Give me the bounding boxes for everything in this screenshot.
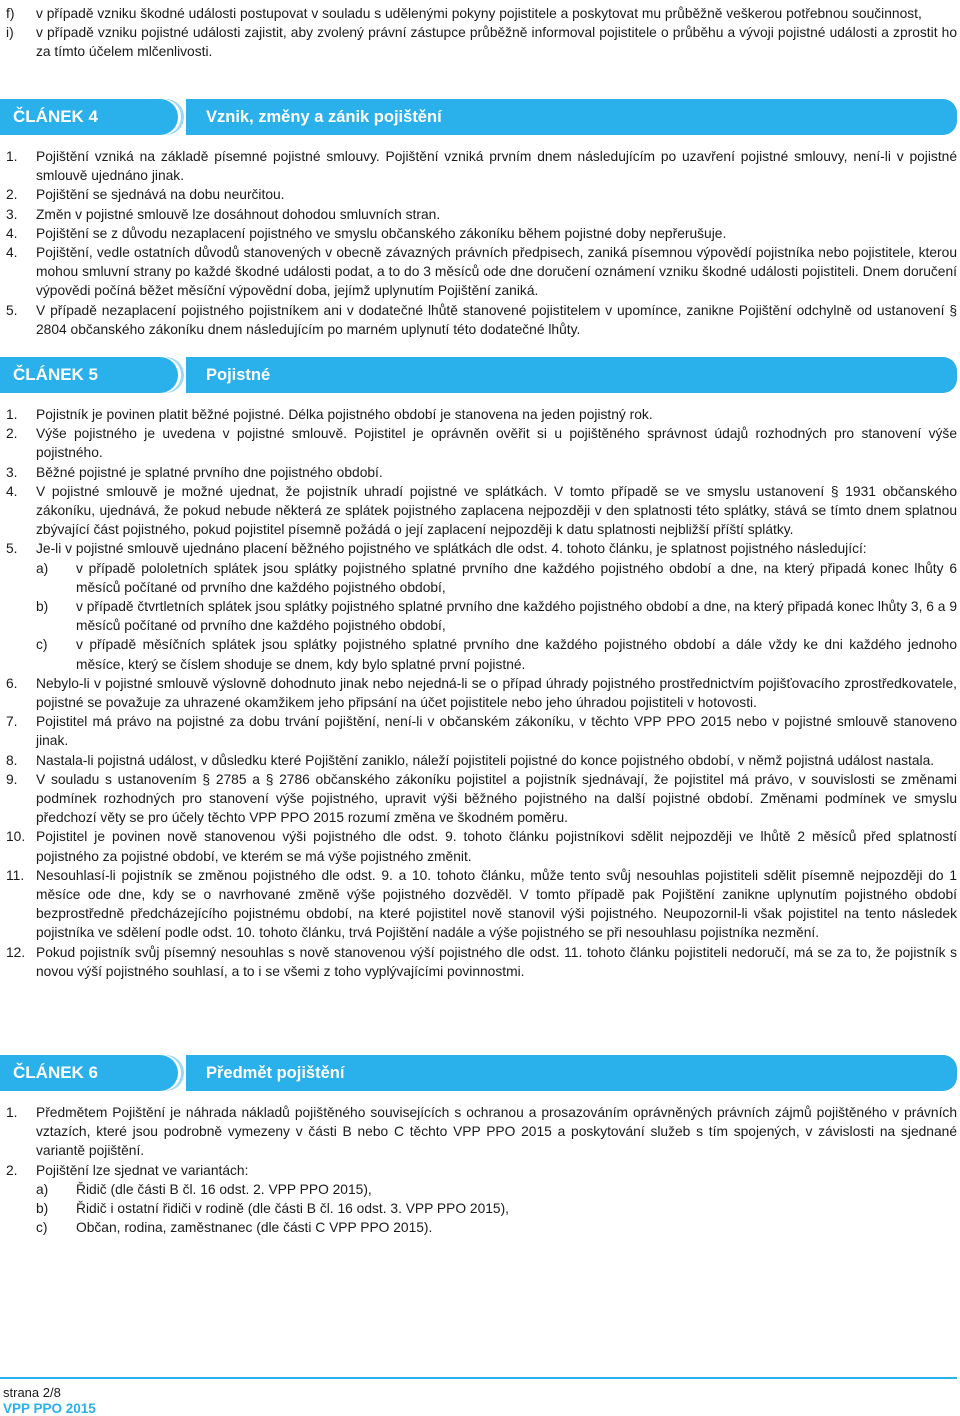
list-item	[3, 463, 957, 482]
list-item	[3, 205, 957, 224]
list-marker: 5.	[6, 541, 18, 557]
list-item-text: V případě nezaplacení pojistného pojistníkem ani v dodatečné lhůtě stanovené pojistitelem v upomínce, zanikne Pojištění odchylně od ustanovení § 2804 občanského zákoníku dnem následujícím po marném uplynutí této dodatečné lhůty.	[36, 302, 957, 337]
page-number: strana 2/8	[3, 1385, 61, 1400]
list-marker: b)	[36, 599, 49, 615]
list-marker: 9.	[6, 771, 18, 787]
article-6-number: ČLÁNEK 6	[13, 1063, 99, 1082]
list-item	[3, 482, 957, 540]
list-marker: 3.	[6, 206, 18, 222]
list-marker: 12.	[6, 944, 26, 960]
top-list	[3, 4, 957, 62]
list-item	[3, 827, 957, 865]
list-marker: 4.	[6, 483, 18, 499]
list-item-text: V souladu s ustanovením § 2785 a § 2786 občanského zákoníku pojistitel a pojistník sjednávají, že pojistitel má právo, v souvislosti se změnami podmínek rozhodných pro stanovení výše pojistného, upravit výši běžného pojistného na další pojistné období. Změnami podmínek ve smyslu předchozí věty se pro účely těchto VPP PPO 2015 rozumí změna ve škodném poměru.	[36, 771, 957, 826]
list-item-text: v případě vzniku pojistné události zajistit, aby zvolený právní zástupce průběžně informoval pojistitele o průběhu a vývoji pojistné události a zprostit ho za tímto účelem mlčenlivosti.	[36, 25, 957, 60]
list-item	[3, 224, 957, 243]
list-item-text: Předmětem Pojištění je náhrada nákladů pojištěného souvisejících s ochranou a prosazováním oprávněných právních zájmů pojištěného v právních vztazích, které jsou podrobně vymezeny v části B nebo C těchto VPP PPO 2015 a poskytování služeb s tím spojených, v závislosti na sjednané variantě pojištění.	[36, 1105, 957, 1159]
sub-list-item	[3, 597, 957, 635]
article-4-header	[0, 99, 957, 135]
list-item	[3, 712, 957, 750]
list-item	[3, 23, 957, 61]
list-item-text: Pojistitel má právo na pojistné za dobu trvání pojištění, není-li v občanském zákoníku, v těchto VPP PPO 2015 nebo v pojistné smlouvě stanoveno jinak.	[36, 714, 957, 749]
list-item-text: V pojistné smlouvě je možné ujednat, že pojistník uhradí pojistné ve splátkách. V tomto případě se ve smyslu ustanovení § 1931 občanského zákoníku, ujednává, že pokud nebude některá ze splátek pojistného zaplacena nejpozději v den splatnosti této splátky, stává se tímto dnem splatnou zbývající část pojistného, pokud pojistitel písemně požádá o její zaplacení nejpozději k datu splatnosti nejbližší příští splátky.	[36, 483, 957, 538]
article-4-number: ČLÁNEK 4	[13, 107, 99, 126]
footer-rule	[0, 1377, 957, 1379]
list-marker: c)	[36, 1220, 48, 1236]
list-marker: 2.	[6, 187, 18, 203]
list-item	[3, 866, 957, 943]
list-marker: 11.	[6, 867, 25, 883]
list-marker: 1.	[6, 149, 18, 164]
list-item-text: Výše pojistného je uvedena v pojistné smlouvě. Pojistitel je oprávněn ověřit si u pojištěného správnost údajů rozhodných pro stanovení výše pojistného.	[36, 426, 957, 461]
list-marker: 10.	[6, 829, 26, 845]
list-item-text: Pojištění se sjednává na dobu neurčitou.	[36, 187, 285, 203]
sub-list-item	[3, 1218, 957, 1237]
list-item-text: Změn v pojistné smlouvě lze dosáhnout dohodou smluvních stran.	[36, 206, 441, 222]
list-item	[3, 770, 957, 828]
list-item	[3, 405, 957, 424]
list-marker: i)	[6, 25, 14, 41]
article-4-list	[3, 147, 957, 339]
list-item-text: v případě pololetních splátek jsou splátky pojistného splatné prvního dne každého pojistného období a dne, na který připadá konec lhůty 6 měsíců počítané od prvního dne každého pojistného období,	[76, 560, 957, 595]
list-item-text: v případě měsíčních splátek jsou splátky pojistného splatné prvního dne každého pojistného období a dále vždy ke dni každého jednoho měsíce, který se číslem shoduje se dnem, kdy bylo splatné první pojistné.	[76, 637, 957, 672]
sub-list-item	[3, 1199, 957, 1218]
list-item-text: v případě čtvrtletních splátek jsou splátky pojistného splatné prvního dne každého pojistného období a dne, na který připadá konec lhůty 3, 6 a 9 měsíců počítané od prvního dne každého pojistného období,	[76, 599, 957, 634]
list-item-text: Pokud pojistník svůj písemný nesouhlas s nově stanovenou výší pojistného dle odst. 11. tohoto článku pojistiteli nedoručí, má se za to, že pojistník s novou výší pojistného souhlasí, a to i se všemi z toho vyplývajícími povinnostmi.	[36, 944, 957, 979]
document-code: VPP PPO 2015	[3, 1401, 96, 1416]
article-4-title: Vznik, změny a zánik pojištění	[206, 108, 442, 126]
list-marker: 8.	[6, 752, 18, 768]
list-item-text: Pojištění, vedle ostatních důvodů stanovených v obecně závazných právních předpisech, zaniká písemnou výpovědí pojistníka nebo pojistitele, kterou mohou smluvní strany po každé škodné události podat, a to do 3 měsíců ode dne doručení oznámení vzniku škodné události pojistiteli. Dnem doručení výpovědi počíná běžet měsíční výpovědní doba, jejímž uplynutím Pojištění zaniká.	[36, 245, 957, 299]
list-item	[3, 185, 957, 204]
list-item-text: Pojištění lze sjednat ve variantách:	[36, 1162, 249, 1178]
list-item	[3, 539, 957, 558]
list-marker: 4.	[6, 225, 18, 241]
article-6-header	[0, 1055, 957, 1091]
list-item-text: v případě vzniku škodné události postupovat v souladu s udělenými pokyny pojistitele a poskytovat mu průběžně veškerou potřebnou součinnost,	[36, 6, 922, 21]
list-marker: 2.	[6, 1162, 18, 1178]
list-item-text: Pojištění se z důvodu nezaplacení pojistného ve smyslu občanského zákoníku během pojistné doby nepřerušuje.	[36, 225, 727, 241]
article-5-header	[0, 357, 957, 393]
list-marker: a)	[36, 1181, 49, 1197]
article-5-number: ČLÁNEK 5	[13, 365, 99, 384]
list-item-text: Je-li v pojistné smlouvě ujednáno placení běžného pojistného ve splátkách dle odst. 4. tohoto článku, je splatnost pojistného následující:	[36, 541, 867, 557]
list-item	[3, 147, 957, 185]
list-item-text: Občan, rodina, zaměstnanec (dle části C VPP PPO 2015).	[76, 1220, 433, 1236]
list-marker: 2.	[6, 426, 18, 442]
article-6-title: Předmět pojištění	[206, 1064, 345, 1082]
list-marker: 7.	[6, 714, 18, 730]
list-marker: f)	[6, 6, 15, 21]
article-5-list	[3, 405, 957, 981]
list-item	[3, 301, 957, 339]
sub-list-item	[3, 635, 957, 673]
list-item	[3, 674, 957, 712]
list-item-text: Nebylo-li v pojistné smlouvě výslovně dohodnuto jinak nebo nejedná-li se o případ úhrady pojistného prostřednictvím pojišťovacího zprostředkovatele, pojistné se považuje za uhrazené okamžikem jeho připsání na účet pojistitele nebo jeho úhradou pojistiteli v hotovosti.	[36, 675, 957, 711]
list-item-text: Nesouhlasí-li pojistník se změnou pojistného dle odst. 9. a 10. tohoto článku, může tento svůj nesouhlas pojistiteli sdělit písemně nejpozději do 1 měsíce ode dne, kdy se o navrhované změně výše pojistného dozvěděl. V tomto případě pak Pojištění zanikne uplynutím pojistného období bezprostředně předcházejícího pojistnému období, na které pojistitel nově stanovil výši pojistného. Neupozornil-li však pojistitel na tento následek pojistníka ve sdělení podle odst. 10. tohoto článku, trvá Pojištění nadále a výše pojistného se při nesouhlasu pojistníka nezmění.	[36, 867, 957, 941]
list-item	[3, 4, 957, 23]
list-marker: c)	[36, 637, 48, 653]
list-item-text: Pojistník je povinen platit běžné pojistné. Délka pojistného období je stanovena na jeden pojistný rok.	[36, 407, 653, 422]
sub-list-item	[3, 559, 957, 597]
list-marker: 1.	[6, 1105, 18, 1120]
list-marker: 1.	[6, 407, 18, 422]
list-item	[3, 1161, 957, 1180]
list-marker: b)	[36, 1201, 49, 1217]
article-6-list	[3, 1103, 957, 1237]
list-item	[3, 1103, 957, 1161]
list-item-text: Běžné pojistné je splatné prvního dne pojistného období.	[36, 464, 383, 480]
sub-list-item	[3, 1180, 957, 1199]
list-item-text: Řidič i ostatní řidiči v rodině (dle části B čl. 16 odst. 3. VPP PPO 2015),	[76, 1201, 510, 1217]
list-marker: 4.	[6, 245, 18, 261]
list-marker: 6.	[6, 675, 18, 691]
list-item	[3, 751, 957, 770]
list-item	[3, 424, 957, 462]
list-marker: a)	[36, 560, 49, 576]
list-item-text: Pojistitel je povinen nově stanovenou výši pojistného dle odst. 9. tohoto článku pojistníkovi sdělit nejpozději ve lhůtě 2 měsíců před splatností pojistného za pojistné období, ve kterém se má výše pojistného změnit.	[36, 829, 957, 864]
list-marker: 3.	[6, 464, 18, 480]
list-item-text: Pojištění vzniká na základě písemné pojistné smlouvy. Pojištění vzniká prvním dnem následujícím po uzavření pojistné smlouvy, není-li v pojistné smlouvě ujednáno jinak.	[36, 149, 957, 184]
list-marker: 5.	[6, 302, 18, 318]
list-item-text: Nastala-li pojistná událost, v důsledku které Pojištění zaniklo, náleží pojistiteli pojistné do konce pojistného období, v němž pojistná událost nastala.	[36, 752, 935, 768]
list-item-text: Řidič (dle části B čl. 16 odst. 2. VPP PPO 2015),	[76, 1181, 372, 1197]
article-5-title: Pojistné	[206, 366, 271, 384]
list-item	[3, 243, 957, 301]
list-item	[3, 943, 957, 981]
